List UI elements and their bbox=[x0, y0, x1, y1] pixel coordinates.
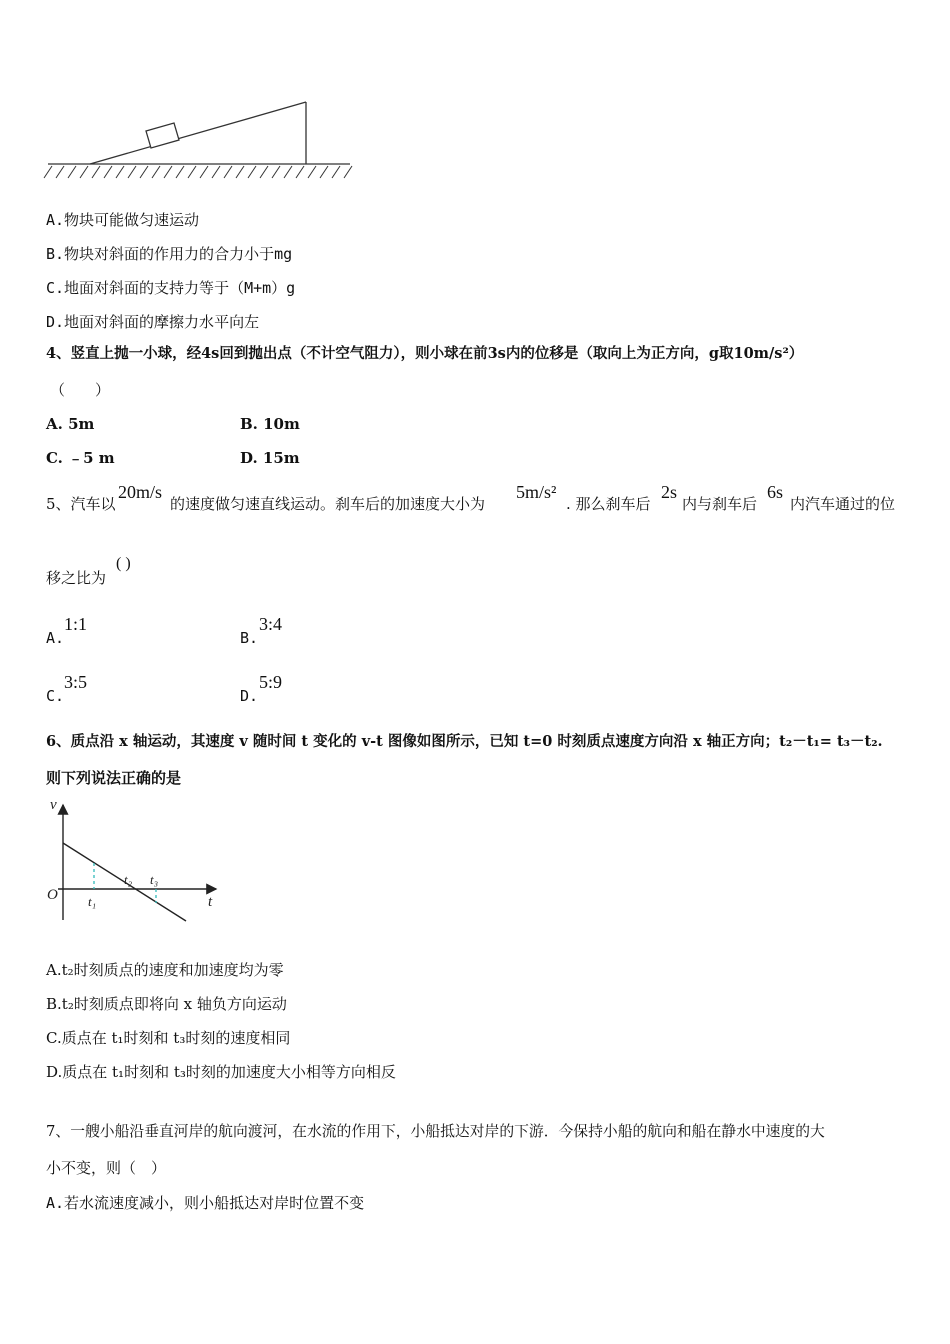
q5-stem-part3: . 那么刹车后 bbox=[566, 495, 651, 513]
q5-stem-part1: 5、汽车以 bbox=[46, 495, 116, 513]
q4-answer-paren: （ ） bbox=[50, 381, 111, 399]
q7-stem-line2: 小不变，则（ ） bbox=[46, 1159, 167, 1177]
q4-option-a: A. 5m bbox=[46, 415, 95, 433]
q5-option-c-letter: C. bbox=[46, 687, 65, 705]
vt-graph bbox=[40, 795, 230, 925]
q5-option-d-value: 5:9 bbox=[259, 672, 283, 692]
q5-option-b-letter: B. bbox=[240, 629, 259, 647]
q4-option-d: D. 15m bbox=[240, 449, 300, 467]
origin-label: O bbox=[47, 887, 58, 903]
q6-stem: 6、质点沿 x 轴运动，其速度 v 随时间 t 变化的 v-t 图像如图所示，已知 t=0 时刻质点速度方向沿 x 轴正方向；t₂－t₁= t₃－t₂. bbox=[46, 733, 883, 750]
q6-option-a: A.t₂时刻质点的速度和加速度均为零 bbox=[46, 961, 284, 979]
q6-option-d: D.质点在 t₁时刻和 t₃时刻的加速度大小相等方向相反 bbox=[46, 1063, 396, 1081]
q5-stem-part5: 内汽车通过的位 bbox=[790, 495, 896, 513]
v-axis-label: v bbox=[50, 797, 57, 813]
t2-label: t₂ bbox=[124, 872, 133, 887]
q5-option-c-value: 3:5 bbox=[64, 672, 88, 692]
q5-option-d-letter: D. bbox=[240, 687, 259, 705]
t1-label: t₁ bbox=[88, 894, 97, 909]
q3-option-d: D.地面对斜面的摩擦力水平向左 bbox=[46, 313, 260, 331]
q4-option-c: C. ﹣5 m bbox=[46, 449, 115, 467]
q5-stem-part4: 内与刹车后 bbox=[682, 495, 758, 513]
q5-answer-paren: ( ) bbox=[116, 555, 131, 572]
q5-stem-part2: 的速度做匀速直线运动。刹车后的加速度大小为 bbox=[170, 495, 486, 513]
q5-option-b-value: 3:4 bbox=[259, 614, 283, 634]
q5-acceleration: 5m/s² bbox=[516, 482, 557, 502]
q5-time-2: 6s bbox=[767, 482, 784, 502]
q5-speed: 20m/s bbox=[118, 482, 163, 502]
q5-option-a-value: 1:1 bbox=[64, 614, 88, 634]
incline-figure bbox=[40, 95, 360, 187]
q5-time-1: 2s bbox=[661, 482, 678, 502]
q5-stem-part6: 移之比为 bbox=[46, 569, 107, 587]
q3-option-b: B.物块对斜面的作用力的合力小于mg bbox=[46, 245, 293, 263]
t3-label: t₃ bbox=[150, 872, 159, 887]
q3-option-a: A.物块可能做匀速运动 bbox=[46, 211, 200, 229]
q6-option-c: C.质点在 t₁时刻和 t₃时刻的速度相同 bbox=[46, 1029, 291, 1047]
q5-option-a-letter: A. bbox=[46, 629, 65, 647]
t-axis-label: t bbox=[208, 894, 213, 910]
q3-option-c: C.地面对斜面的支持力等于（M+m）g bbox=[46, 279, 296, 297]
q4-option-b: B. 10m bbox=[240, 415, 300, 433]
q4-stem: 4、竖直上抛一小球，经4s回到抛出点（不计空气阻力），则小球在前3s内的位移是（取向上为正方向，g取10m/s²） bbox=[46, 345, 804, 362]
q7-option-a: A.若水流速度减小，则小船抵达对岸时位置不变 bbox=[46, 1194, 365, 1212]
incline-surface bbox=[90, 102, 306, 164]
q6-option-b: B.t₂时刻质点即将向 x 轴负方向运动 bbox=[46, 995, 287, 1013]
block bbox=[146, 123, 179, 148]
q6-stem-2: 则下列说法正确的是 bbox=[46, 769, 182, 787]
q7-stem-line1: 7、一艘小船沿垂直河岸的航向渡河，在水流的作用下，小船抵达对岸的下游．今保持小船的航向和船在静水中速度的大 bbox=[46, 1123, 825, 1140]
